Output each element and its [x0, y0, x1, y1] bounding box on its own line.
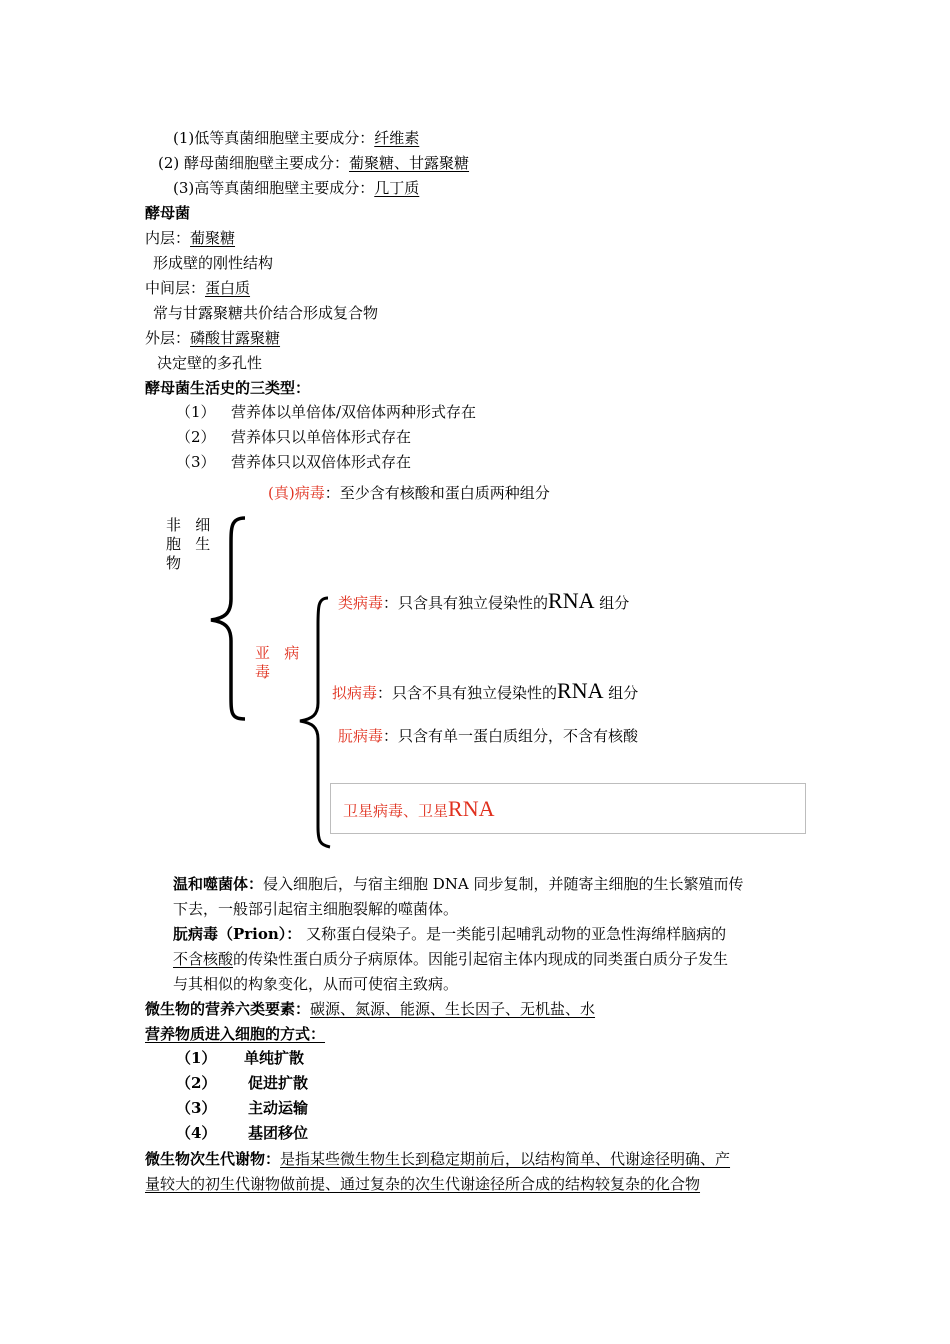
prion-line [338, 726, 638, 746]
item-number: （2） [176, 428, 216, 446]
yeast-inner-layer [145, 228, 235, 248]
prion-desc: ：只含有单一蛋白质组分，不含有核酸 [383, 727, 639, 745]
item-text: 营养体以单倍体/双倍体两种形式存在 [231, 403, 477, 421]
phage-term: 温和噬菌体： [173, 875, 264, 893]
virusoid-label: 拟病毒 [332, 684, 378, 702]
item-text: 主动运输 [248, 1099, 309, 1117]
secondary-term: 微生物次生代谢物： [145, 1150, 281, 1168]
wall-line-1 [173, 128, 419, 148]
rna-text: RNA [548, 588, 595, 613]
wall-prefix: (2) 酵母菌细胞壁主要成分： [158, 154, 350, 172]
true-virus-label: (真)病毒 [268, 484, 325, 502]
item-number: （1） [176, 403, 216, 421]
non-cellular-label: 非 细 胞 生 物 [166, 516, 211, 572]
phage-def: 侵入细胞后，与宿主细胞 DNA 同步复制，并随寄主细胞的生长繁殖而传 [263, 875, 744, 893]
item-number: （2） [176, 1074, 217, 1092]
satellite-box [330, 783, 806, 834]
transport-item [176, 1048, 304, 1068]
phage-definition-line1 [173, 874, 744, 894]
secondary-def: 是指某些微生物生长到稳定期前后，以结构简单、代谢途径明确、产 [280, 1150, 731, 1168]
layer-value: 磷酸甘露聚糖 [190, 329, 281, 347]
yeast-middle-desc: 常与甘露聚糖共价结合形成复合物 [153, 304, 379, 322]
transport-item [176, 1098, 308, 1118]
transport-heading: 营养物质进入细胞的方式： [145, 1025, 326, 1043]
phage-definition-line2: 下去，一般部引起宿主细胞裂解的噬菌体。 [173, 900, 459, 918]
wall-value: 纤维素 [374, 129, 420, 147]
prion-underlined: 不含核酸 [173, 950, 234, 968]
item-number: （1） [176, 1049, 217, 1067]
virusoid-line [332, 678, 638, 704]
subvirus-label: 亚 病 毒 [255, 644, 300, 681]
item-number: （3） [176, 453, 216, 471]
life-history-heading: 酵母菌生活史的三类型： [145, 379, 311, 397]
prion-label: 朊病毒 [338, 727, 384, 745]
viroid-desc: ：只含具有独立侵染性的 [383, 594, 549, 612]
item-text: 营养体只以单倍体形式存在 [231, 428, 412, 446]
wall-line-3 [173, 178, 419, 198]
layer-label: 外层： [145, 329, 191, 347]
layer-value: 蛋白质 [205, 279, 251, 297]
prion-definition-line3: 与其相似的构象变化，从而可使宿主致病。 [173, 975, 459, 993]
item-text: 基团移位 [248, 1124, 309, 1142]
viroid-label: 类病毒 [338, 594, 384, 612]
satellite-rna: RNA [448, 796, 495, 821]
wall-value: 几丁质 [374, 179, 420, 197]
transport-item [176, 1073, 308, 1093]
nutrition-term: 微生物的营养六类要素： [145, 1000, 311, 1018]
wall-line-2 [158, 153, 469, 173]
prion-def-cont: 的传染性蛋白质分子病原体。因能引起宿主体内现成的同类蛋白质分子发生 [233, 950, 729, 968]
prion-definition-line2 [173, 949, 728, 969]
viroid-desc-end: 组分 [594, 594, 630, 612]
virusoid-desc-end: 组分 [603, 684, 639, 702]
yeast-outer-layer [145, 328, 280, 348]
item-number: （4） [176, 1124, 217, 1142]
life-history-item [176, 427, 411, 447]
layer-value: 葡聚糖 [190, 229, 236, 247]
item-text: 单纯扩散 [244, 1049, 305, 1067]
virusoid-desc: ：只含不具有独立侵染性的 [377, 684, 558, 702]
secondary-line2: 量较大的初生代谢物做前提、通过复杂的次生代谢途径所合成的结构较复杂的化合物 [145, 1175, 701, 1193]
true-virus-line [268, 481, 550, 505]
wall-value: 葡聚糖、甘露聚糖 [349, 154, 470, 172]
yeast-middle-layer [145, 278, 250, 298]
viroid-line [338, 588, 629, 614]
secondary-line1 [145, 1149, 730, 1169]
wall-prefix: (3)高等真菌细胞壁主要成分： [173, 179, 375, 197]
satellite-text [343, 797, 494, 821]
item-text: 营养体只以双倍体形式存在 [231, 453, 412, 471]
item-text: 促进扩散 [248, 1074, 309, 1092]
life-history-item [176, 452, 411, 472]
item-number: （3） [176, 1099, 217, 1117]
rna-text: RNA [557, 678, 604, 703]
prion-term: 朊病毒（Prion）： [173, 925, 302, 943]
nutrition-line [145, 999, 595, 1019]
nutrition-value: 碳源、氮源、能源、生长因子、无机盐、水 [310, 1000, 596, 1018]
yeast-inner-desc: 形成壁的刚性结构 [153, 254, 274, 272]
outer-brace-icon [205, 515, 250, 725]
layer-label: 内层： [145, 229, 191, 247]
transport-item [176, 1123, 308, 1143]
life-history-item [176, 402, 476, 422]
true-virus-desc: ：至少含有核酸和蛋白质两种组分 [324, 484, 550, 502]
prion-def: 又称蛋白侵染子。是一类能引起哺乳动物的亚急性海绵样脑病的 [301, 925, 727, 943]
satellite-label: 卫星病毒、卫星 [343, 802, 449, 820]
yeast-heading: 酵母菌 [145, 204, 191, 222]
prion-definition-line1 [173, 924, 726, 944]
wall-prefix: (1)低等真菌细胞壁主要成分： [173, 129, 375, 147]
layer-label: 中间层： [145, 279, 206, 297]
yeast-outer-desc: 决定壁的多孔性 [157, 354, 263, 372]
